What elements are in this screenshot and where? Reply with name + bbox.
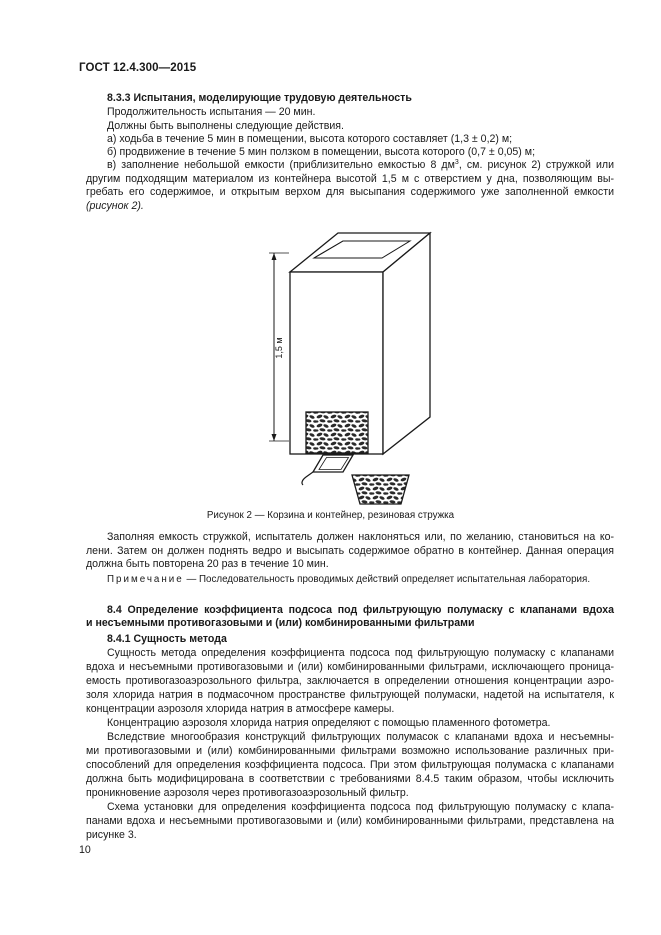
note-label: Примечание [107, 574, 184, 585]
section-8-3-3-title: 8.3.3 Испытания, моделирующие трудовую деятельность [107, 92, 412, 104]
dimension-arrow-top [272, 253, 277, 260]
setup-scheme-line-1: Схема установки для определения коэффициента подсоса под фильтрующую полумаску с клапа- [107, 801, 614, 813]
method-essence-line-5: концентрации аэрозоля хлорида натрия в атмосфере камеры. [86, 703, 395, 715]
basket-with-rubber-chips [352, 475, 409, 504]
section-8-4-title-line-1: 8.4 Определение коэффициента подсоса под фильтрующую полумаску с клапанами вдоха [107, 604, 614, 616]
diversity-line-5: проникновение аэрозоля через противогазоаэрозольный фильтр. [86, 787, 409, 799]
section-8-4-1-title: 8.4.1 Сущность метода [107, 633, 227, 645]
scoop-handle [302, 472, 313, 485]
list-item-c-line-3: гребать его содержимое, и открытым верхом для высыпания содержимого уже заполненной емкости [86, 186, 614, 198]
note [107, 573, 590, 586]
photometer-paragraph: Концентрацию аэрозоля хлорида натрия определяют с помощью пламенного фотометра. [107, 717, 551, 729]
paragraph-filling-line-2: лени. Затем он должен поднять ведро и высыпать содержимое обратно в контейнер. Данная операция [86, 545, 614, 557]
figure-2-container-and-basket [260, 225, 460, 510]
list-item-b: б) продвижение в течение 5 мин ползком в помещении, высота которого (0,7 ± 0,05) м; [107, 146, 536, 158]
list-item-c-line-4: (рисунок 2). [86, 200, 144, 212]
list-item-c-line-1: в) заполнение небольшой емкости (приблизительно емкостью 8 $дм^3$, см. рисунок 2) стружкой или [107, 159, 614, 171]
setup-scheme-line-3: рисунке 3. [86, 829, 137, 841]
paragraph-duration: Продолжительность испытания — 20 мин. [107, 106, 316, 118]
dimension-label: 1,5 м [274, 337, 284, 359]
paragraph-filling-line-1: Заполняя емкость стружкой, испытатель должен наклоняться или, по желанию, становиться на ко- [107, 531, 614, 543]
diversity-line-3: способлений для определения коэффициента подсоса. При этом фильтрующая полумаска с клапанами [86, 759, 614, 771]
document-header: ГОСТ 12.4.300—2015 [79, 62, 197, 74]
list-item-c-line-2: другим подходящим материалом из контейнера высотой 1,5 м с отверстием у дна, позволяющим вы- [86, 173, 614, 185]
method-essence-line-1: Сущность метода определения коэффициента подсоса под фильтрующую полумаску с клапанами [107, 647, 614, 659]
list-item-a: а) ходьба в течение 5 мин в помещении, высота которого составляет (1,3 ± 0,2) м; [107, 133, 513, 145]
container-bottom-opening [306, 412, 368, 453]
method-essence-line-4: золя хлорида натрия в подмасочном пространстве фильтрующей полумаски, надетой на испытателя, к [86, 689, 614, 701]
paragraph-actions-intro: Должны быть выполнены следующие действия. [107, 120, 344, 132]
method-essence-line-3: емость противогазоаэрозольного фильтра, заключается в определении отношения концентрации аэро- [86, 675, 614, 687]
page-number: 10 [79, 844, 91, 856]
diversity-line-4: должна быть модифицирована в соответствии с требованиями 8.4.5 таким образом, чтобы исключить [86, 773, 614, 785]
section-8-4-title-line-2: и несъемными противогазовыми и (или) комбинированными фильтрами [86, 617, 475, 629]
figure-2-drawing [260, 225, 460, 510]
note-text: — Последовательность проводимых действий определяет испытательная лаборатория. [183, 574, 591, 585]
container-side [383, 233, 430, 454]
method-essence-line-2: вдоха и несъемными противогазовыми и (или) комбинированными фильтрами, исключающего проница- [86, 661, 614, 673]
dimension-arrow-bottom [272, 434, 277, 441]
figure-2-caption: Рисунок 2 — Корзина и контейнер, резиновая стружка [206, 510, 455, 521]
diversity-line-1: Вследствие многообразия конструкций фильтрующих полумасок с клапанами вдоха и несъемны- [107, 731, 614, 743]
diversity-line-2: ми противогазовыми и (или) комбинированными фильтрами возможно использование различных при- [86, 745, 614, 757]
setup-scheme-line-2: панами вдоха и несъемными противогазовыми и (или) комбинированными фильтрами, представлена на [86, 815, 614, 827]
paragraph-filling-line-3: должна быть повторена 20 раз в течение 10 мин. [86, 558, 329, 570]
